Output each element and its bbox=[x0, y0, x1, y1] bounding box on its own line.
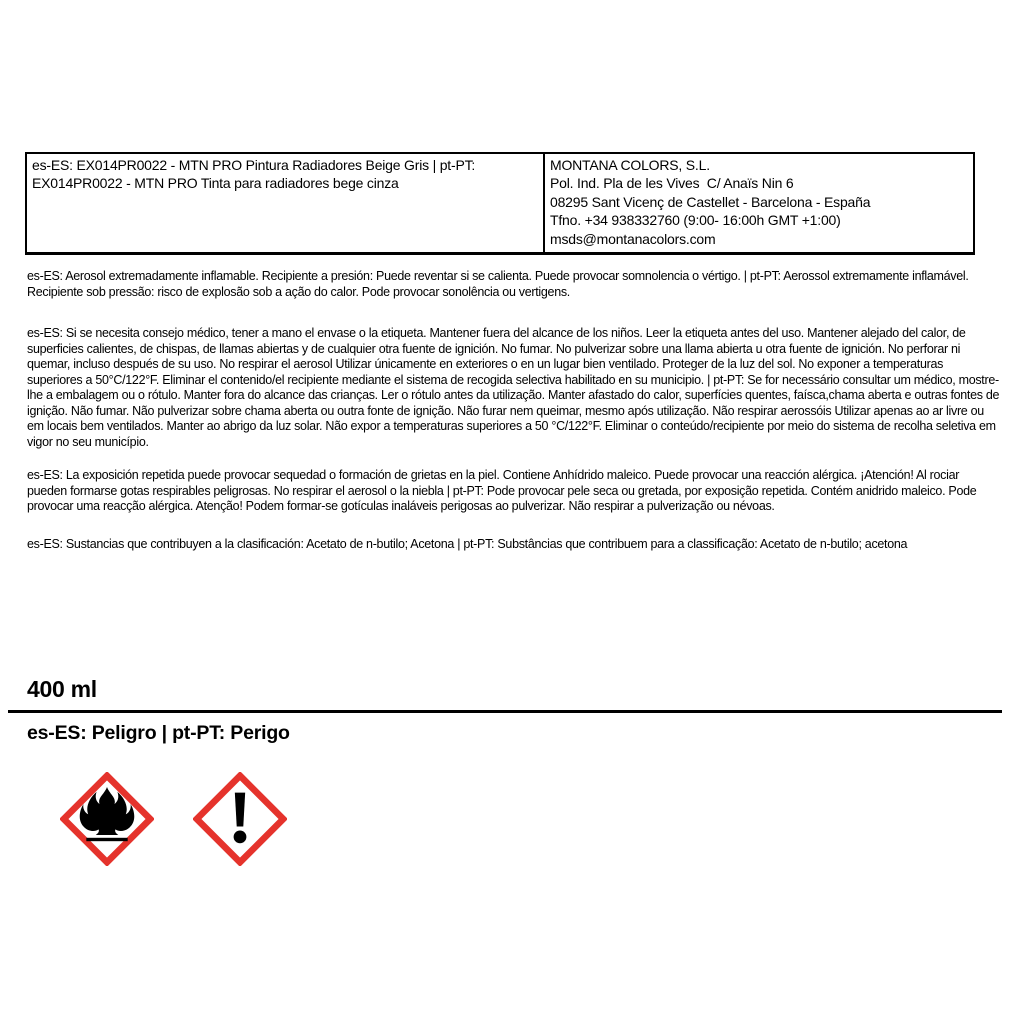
classification-substances-paragraph: es-ES: Sustancias que contribuyen a la clasificación: Acetato de n-butilo; Acetona | pt-PT: Substâncias que contribuem para a classificação: Acetato de n-butilo; acetona bbox=[27, 536, 908, 551]
divider-rule bbox=[8, 710, 1002, 713]
pictogram-row bbox=[60, 772, 1000, 866]
ghs-flame-icon bbox=[60, 772, 154, 866]
header-table bbox=[25, 152, 975, 255]
company-phone: Tfno. +34 938332760 (9:00- 16:00h GMT +1:00) bbox=[550, 212, 841, 229]
supplemental-hazard-paragraph: es-ES: La exposición repetida puede provocar sequedad o formación de grietas en la piel. Contiene Anhídrido maleico. Puede provocar una reacción alérgica. ¡Atención! Al rociar pueden formarse gotas respirables peligrosas. No respirar el aerosol o la niebla | pt-PT: Pode provocar pele seca ou gretada, por exposição repetida. Contém anidrido maleico. Pode provocar uma reacção alérgica. Atenção! Podem formar-se gotículas inaláveis perigosas ao pulverizar. Não respirar a pulverização ou névoas. bbox=[27, 468, 977, 514]
precautionary-statements-paragraph: es-ES: Si se necesita consejo médico, tener a mano el envase o la etiqueta. Mantener fuera del alcance de los niños. Leer la etiqueta antes del uso. Mantener alejado del calor, de superficies calientes, de chispas, de llamas abiertas y de cualquier otra fuente de ignición. No fumar. No pulverizar sobre una llama abierta u otra fuente de ignición. No perforar ni quemar, incluso después de su uso. No respirar el aerosol Utilizar únicamente en exteriores o en un lugar bien ventilado. Proteger de la luz del sol. No exponer a temperaturas superiores a 50°C/122°F. Eliminar el contenido/el recipiente mediante el sistema de recogida selectiva habilitado en su municipio. | pt-PT: Se for necessário consultar um médico, mostre-lhe a embalagem ou o rótulo. Manter fora do alcance das crianças. Ler o rótulo antes da utilização. Manter afastado do calor, superfícies quentes, faísca,chama aberta e outras fontes de ignição. Não fumar. Não pulverizar sobre chama aberta ou outra fonte de ignição. Não furar nem queimar, mesmo após utilização. Não respirar aerossóis Utilizar apenas ao ar livre ou em locais bem ventilados. Manter ao abrigo da luz solar. Não expor a temperaturas superiores a 50 °C/122°F. Eliminar o conteúdo/recipiente por meio do sistema de recolha seletiva em vigor no seu município. bbox=[27, 326, 1000, 449]
header-table-row bbox=[26, 153, 974, 254]
ghs-exclamation-icon bbox=[193, 772, 287, 866]
volume-text: 400 ml bbox=[27, 676, 97, 703]
product-name-cell bbox=[26, 153, 544, 254]
company-address-line1: Pol. Ind. Pla de les Vives C/ Anaïs Nin 6 bbox=[550, 175, 794, 192]
company-address-line2: 08295 Sant Vicenç de Castellet - Barcelona - España bbox=[550, 193, 871, 210]
company-name: MONTANA COLORS, S.L. bbox=[550, 157, 710, 173]
signal-word: es-ES: Peligro | pt-PT: Perigo bbox=[27, 722, 290, 745]
company-email: msds@montanacolors.com bbox=[550, 230, 716, 247]
company-info-cell bbox=[544, 153, 974, 254]
product-name-text: es-ES: EX014PR0022 - MTN PRO Pintura Radiadores Beige Gris | pt-PT: EX014PR0022 - MTN PRO Tinta para radiadores bege cinza bbox=[32, 157, 476, 192]
hazard-statements-paragraph: es-ES: Aerosol extremadamente inflamable. Recipiente a presión: Puede reventar si se calienta. Puede provocar somnolencia o vértigo. | pt-PT: Aerossol extremamente inflamável. Recipiente sob pressão: risco de explosão sob a ação do calor. Pode provocar sonolência ou vertigens. bbox=[27, 269, 969, 299]
